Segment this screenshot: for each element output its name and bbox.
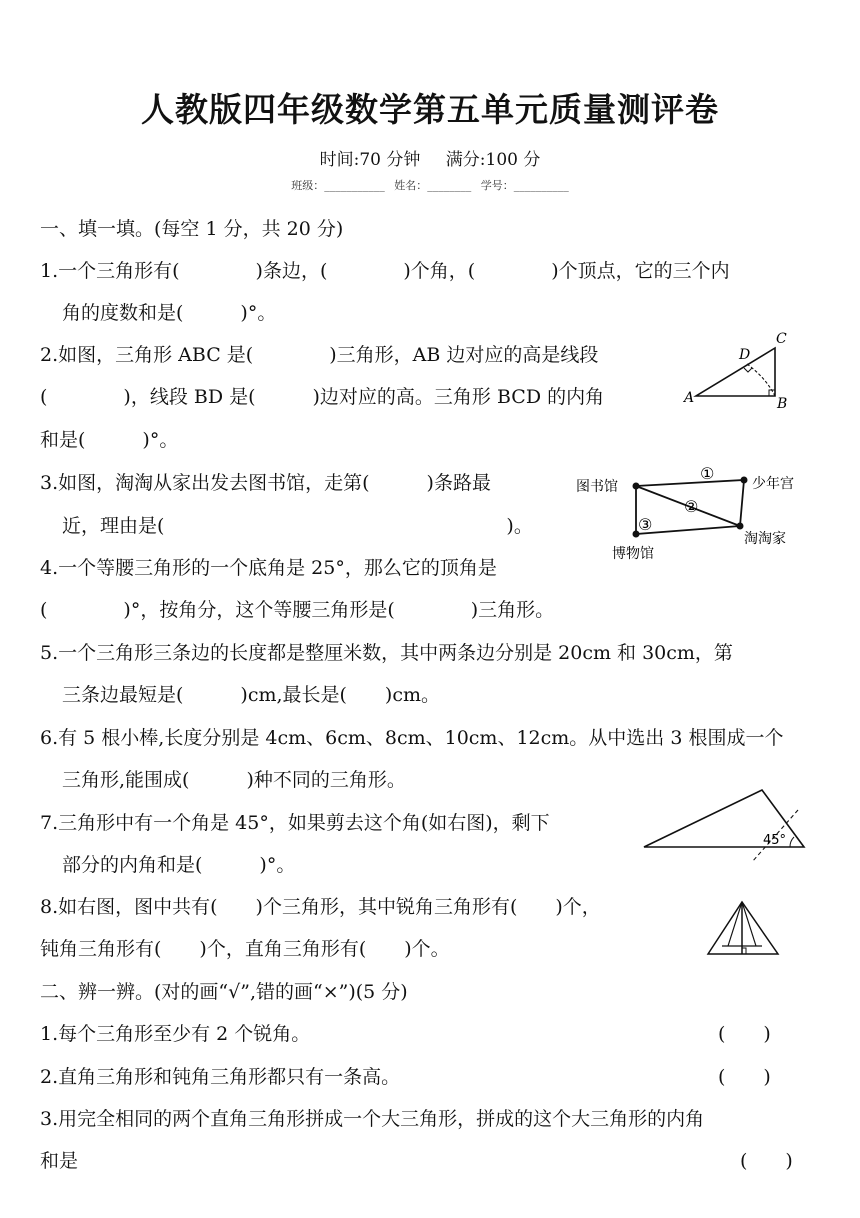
exam-time: 时间:70 分钟 — [319, 150, 421, 170]
tf-item-1: 1.每个三角形至少有 2 个锐角。 — [40, 1023, 311, 1045]
angle-label-45: 45° — [763, 833, 787, 848]
cut-angle-figure — [640, 786, 810, 864]
q4-line2: ( )°，按角分，这个等腰三角形是( )三角形。 — [40, 599, 555, 621]
section2-heading: 二、辨一辨。(对的画“√”,错的画“×”)(5 分) — [40, 981, 408, 1003]
q4-line1: 4.一个等腰三角形的一个底角是 25°，那么它的顶角是 — [40, 557, 497, 579]
tf-item-2: 2.直角三角形和钝角三角形都只有一条高。 — [40, 1066, 401, 1088]
q2-line1: 2.如图，三角形 ABC 是( )三角形，AB 边对应的高是线段 — [40, 344, 599, 366]
triangle-count-figure — [704, 898, 784, 958]
label-d: D — [739, 347, 751, 363]
route-1-marker: ① — [700, 464, 715, 483]
q7-line1: 7.三角形中有一个角是 45°，如果剪去这个角(如右图)，剩下 — [40, 812, 550, 834]
label-a: A — [684, 390, 695, 406]
student-info — [0, 177, 860, 193]
tf-item-3: 3.用完全相同的两个直角三角形拼成一个大三角形，拼成的这个大三角形的内角 — [40, 1108, 705, 1130]
q8-line2: 钝角三角形有( )个，直角三角形有( )个。 — [40, 938, 450, 960]
section1-heading: 一、填一填。(每空 1 分，共 20 分) — [40, 218, 344, 240]
q2-line2: ( )，线段 BD 是( )边对应的高。三角形 BCD 的内角 — [40, 386, 605, 408]
label-library: 图书馆 — [576, 479, 618, 495]
q5-line1: 5.一个三角形三条边的长度都是整厘米数，其中两条边分别是 20cm 和 30cm，第 — [40, 642, 733, 664]
triangle-abc-figure — [680, 328, 800, 412]
id-field: 学号：__________ — [480, 179, 569, 192]
label-museum: 博物馆 — [612, 546, 654, 562]
q1-line2: 角的度数和是( )°。 — [62, 302, 277, 324]
class-field: 班级：___________ — [291, 179, 385, 192]
label-youth-palace: 少年宫 — [752, 476, 794, 492]
q5-line2: 三条边最短是( )cm,最长是( )cm。 — [62, 684, 441, 706]
exam-meta — [0, 145, 860, 170]
q2-line3: 和是( )°。 — [40, 429, 179, 451]
route-2-marker: ② — [684, 497, 699, 516]
label-b: B — [777, 396, 788, 412]
tf-answer-box-1[interactable]: ( ) — [718, 1023, 771, 1045]
route-map-figure — [572, 458, 812, 570]
route-3-marker: ③ — [638, 515, 653, 534]
label-home: 淘淘家 — [744, 531, 786, 547]
q6-line2: 三角形,能围成( )种不同的三角形。 — [62, 769, 406, 791]
label-c: C — [776, 331, 787, 347]
name-field: 姓名：________ — [394, 179, 472, 192]
exam-score: 满分:100 分 — [445, 150, 541, 170]
tf-answer-box-2[interactable]: ( ) — [718, 1066, 771, 1088]
q3-line2: 近，理由是( )。 — [62, 515, 533, 537]
tf-item-3-cont: 和是 — [40, 1150, 79, 1172]
tf-answer-box-3[interactable]: ( ) — [740, 1150, 793, 1172]
page-title: 人教版四年级数学第五单元质量测评卷 — [141, 90, 719, 129]
q8-line1: 8.如右图，图中共有( )个三角形，其中锐角三角形有( )个， — [40, 896, 601, 918]
q6-line1: 6.有 5 根小棒,长度分别是 4cm、6cm、8cm、10cm、12cm。从中选出 3 根围成一个 — [40, 727, 784, 749]
q3-line1: 3.如图，淘淘从家出发去图书馆，走第( )条路最 — [40, 472, 491, 494]
q7-line2: 部分的内角和是( )°。 — [62, 854, 296, 876]
q1-line1: 1.一个三角形有( )条边，( )个角，( )个顶点，它的三个内 — [40, 260, 730, 282]
